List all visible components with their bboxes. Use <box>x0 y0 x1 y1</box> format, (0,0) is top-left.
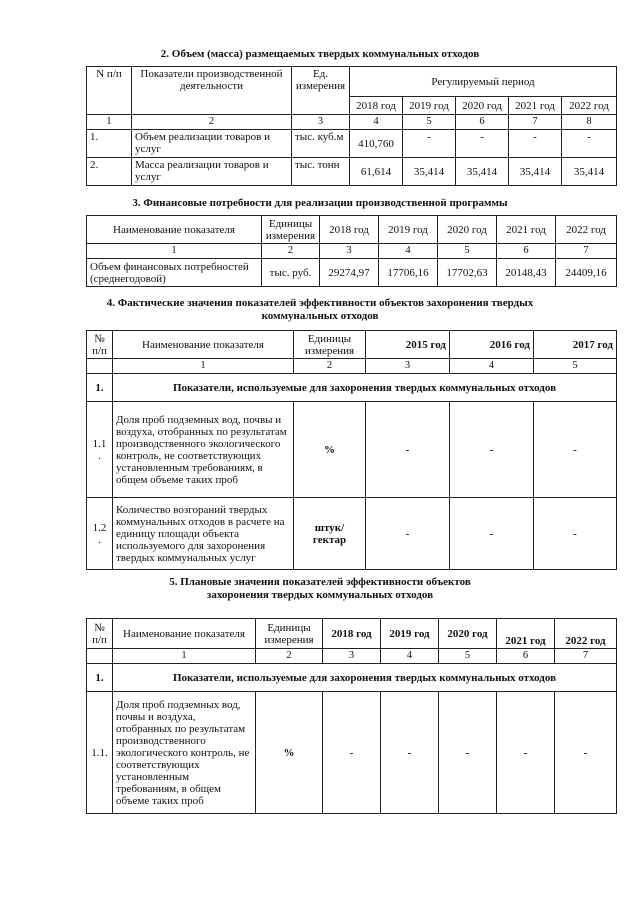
year-header: 2020 год <box>438 216 497 244</box>
year-header: 2020 год <box>456 97 509 115</box>
group-row: 1. Показатели, используемые для захоронения твердых коммунальных отходов <box>87 374 617 402</box>
index-cell: 5 <box>439 649 497 664</box>
table-financial-needs <box>86 215 617 287</box>
col-header-period: Регулируемый период <box>350 67 617 97</box>
index-cell: 4 <box>450 359 534 374</box>
index-cell: 5 <box>534 359 617 374</box>
index-cell: 2 <box>132 115 292 130</box>
index-cell: 1 <box>113 649 256 664</box>
col-header-unit: Единицы измерения <box>256 619 323 649</box>
index-cell: 6 <box>497 649 555 664</box>
table-planned-indicators <box>86 618 617 814</box>
year-header: 2019 год <box>379 216 438 244</box>
index-cell: 4 <box>381 649 439 664</box>
year-header: 2018 год <box>320 216 379 244</box>
group-row: 1. Показатели, используемые для захоронения твердых коммунальных отходов <box>87 664 617 692</box>
index-cell: 2 <box>262 244 320 259</box>
index-cell: 8 <box>562 115 617 130</box>
index-cell: 6 <box>456 115 509 130</box>
year-header: 2019 год <box>403 97 456 115</box>
index-cell: 1 <box>87 244 262 259</box>
index-cell: 7 <box>555 649 617 664</box>
table-actual-indicators <box>86 330 617 570</box>
section-5-title-line2: захоронения твердых коммунальных отходов <box>206 589 434 601</box>
index-cell: 1 <box>87 115 132 130</box>
index-cell: 7 <box>509 115 562 130</box>
year-header: 2021 год <box>509 97 562 115</box>
year-header: 2018 год <box>323 619 381 649</box>
col-header-unit: Ед. измерения <box>292 67 350 115</box>
col-header-num: N п/п <box>87 67 132 115</box>
index-cell: 3 <box>323 649 381 664</box>
col-header-unit: Единицы измерения <box>294 331 366 359</box>
year-header: 2022 год <box>556 216 617 244</box>
table-row: 1.1. Доля проб подземных вод, почвы и воздуха, отобранных по результатам производственного экологического контроль, не соответствующих установленным требованиям, в общем объеме таких проб % - - - - - <box>87 692 617 814</box>
year-header: 2018 год <box>350 97 403 115</box>
table-row: Объем финансовых потребностей (среднегодовой) тыс. руб. 29274,97 17706,16 17702,63 20148,43 24409,16 <box>87 259 617 287</box>
year-header: 2020 год <box>439 619 497 649</box>
year-header: 2022 год <box>562 97 617 115</box>
section-4-title: 4. Фактические значения показателей эффективности объектов захоронения твердых <box>106 297 534 309</box>
index-cell: 3 <box>292 115 350 130</box>
year-header: 2021 год <box>497 216 556 244</box>
col-header-name: Показатели производственной деятельности <box>132 67 292 115</box>
index-cell: 5 <box>403 115 456 130</box>
section-3-title: 3. Финансовые потребности для реализации производственной программы <box>132 197 508 209</box>
index-cell: 5 <box>438 244 497 259</box>
index-cell: 4 <box>379 244 438 259</box>
index-cell: 4 <box>350 115 403 130</box>
col-header-name: Наименование показателя <box>113 619 256 649</box>
index-cell <box>87 649 113 664</box>
table-row: 1.1 . Доля проб подземных вод, почвы и воздуха, отобранных по результатам производственного экологического контроль, не соответствующих установленным требованиям, в общем объеме таких проб % - - - <box>87 402 617 498</box>
section-2-title: 2. Объем (масса) размещаемых твердых коммунальных отходов <box>160 48 480 60</box>
year-header: 2019 год <box>381 619 439 649</box>
year-header: 2017 год <box>534 331 617 359</box>
index-cell: 1 <box>113 359 294 374</box>
index-cell: 2 <box>256 649 323 664</box>
col-header-num: № п/п <box>87 619 113 649</box>
section-4-title-line2: коммунальных отходов <box>261 310 379 322</box>
section-5-title: 5. Плановые значения показателей эффективности объектов <box>169 576 471 588</box>
index-cell: 3 <box>366 359 450 374</box>
table-row: 2. Масса реализации товаров и услуг тыс. тонн 61,614 35,414 35,414 35,414 35,414 <box>87 158 617 186</box>
index-cell <box>87 359 113 374</box>
col-header-num: № п/п <box>87 331 113 359</box>
table-row: 1.2 . Количество возгораний твердых коммунальных отходов в расчете на единицу площади объекта используемого для захоронения твердых коммунальных услуг штук/ гектар - - - <box>87 498 617 570</box>
year-header: 2016 год <box>450 331 534 359</box>
year-header: 2021 год <box>497 619 555 649</box>
year-header: 2022 год <box>555 619 617 649</box>
index-cell: 6 <box>497 244 556 259</box>
year-header: 2015 год <box>366 331 450 359</box>
index-cell: 7 <box>556 244 617 259</box>
index-cell: 3 <box>320 244 379 259</box>
col-header-unit: Единицы измерения <box>262 216 320 244</box>
table-waste-volume <box>86 66 617 186</box>
table-row: 1. Объем реализации товаров и услуг тыс. куб.м 410,760 - - - - <box>87 130 617 158</box>
col-header-name: Наименование показателя <box>87 216 262 244</box>
index-cell: 2 <box>294 359 366 374</box>
col-header-name: Наименование показателя <box>113 331 294 359</box>
